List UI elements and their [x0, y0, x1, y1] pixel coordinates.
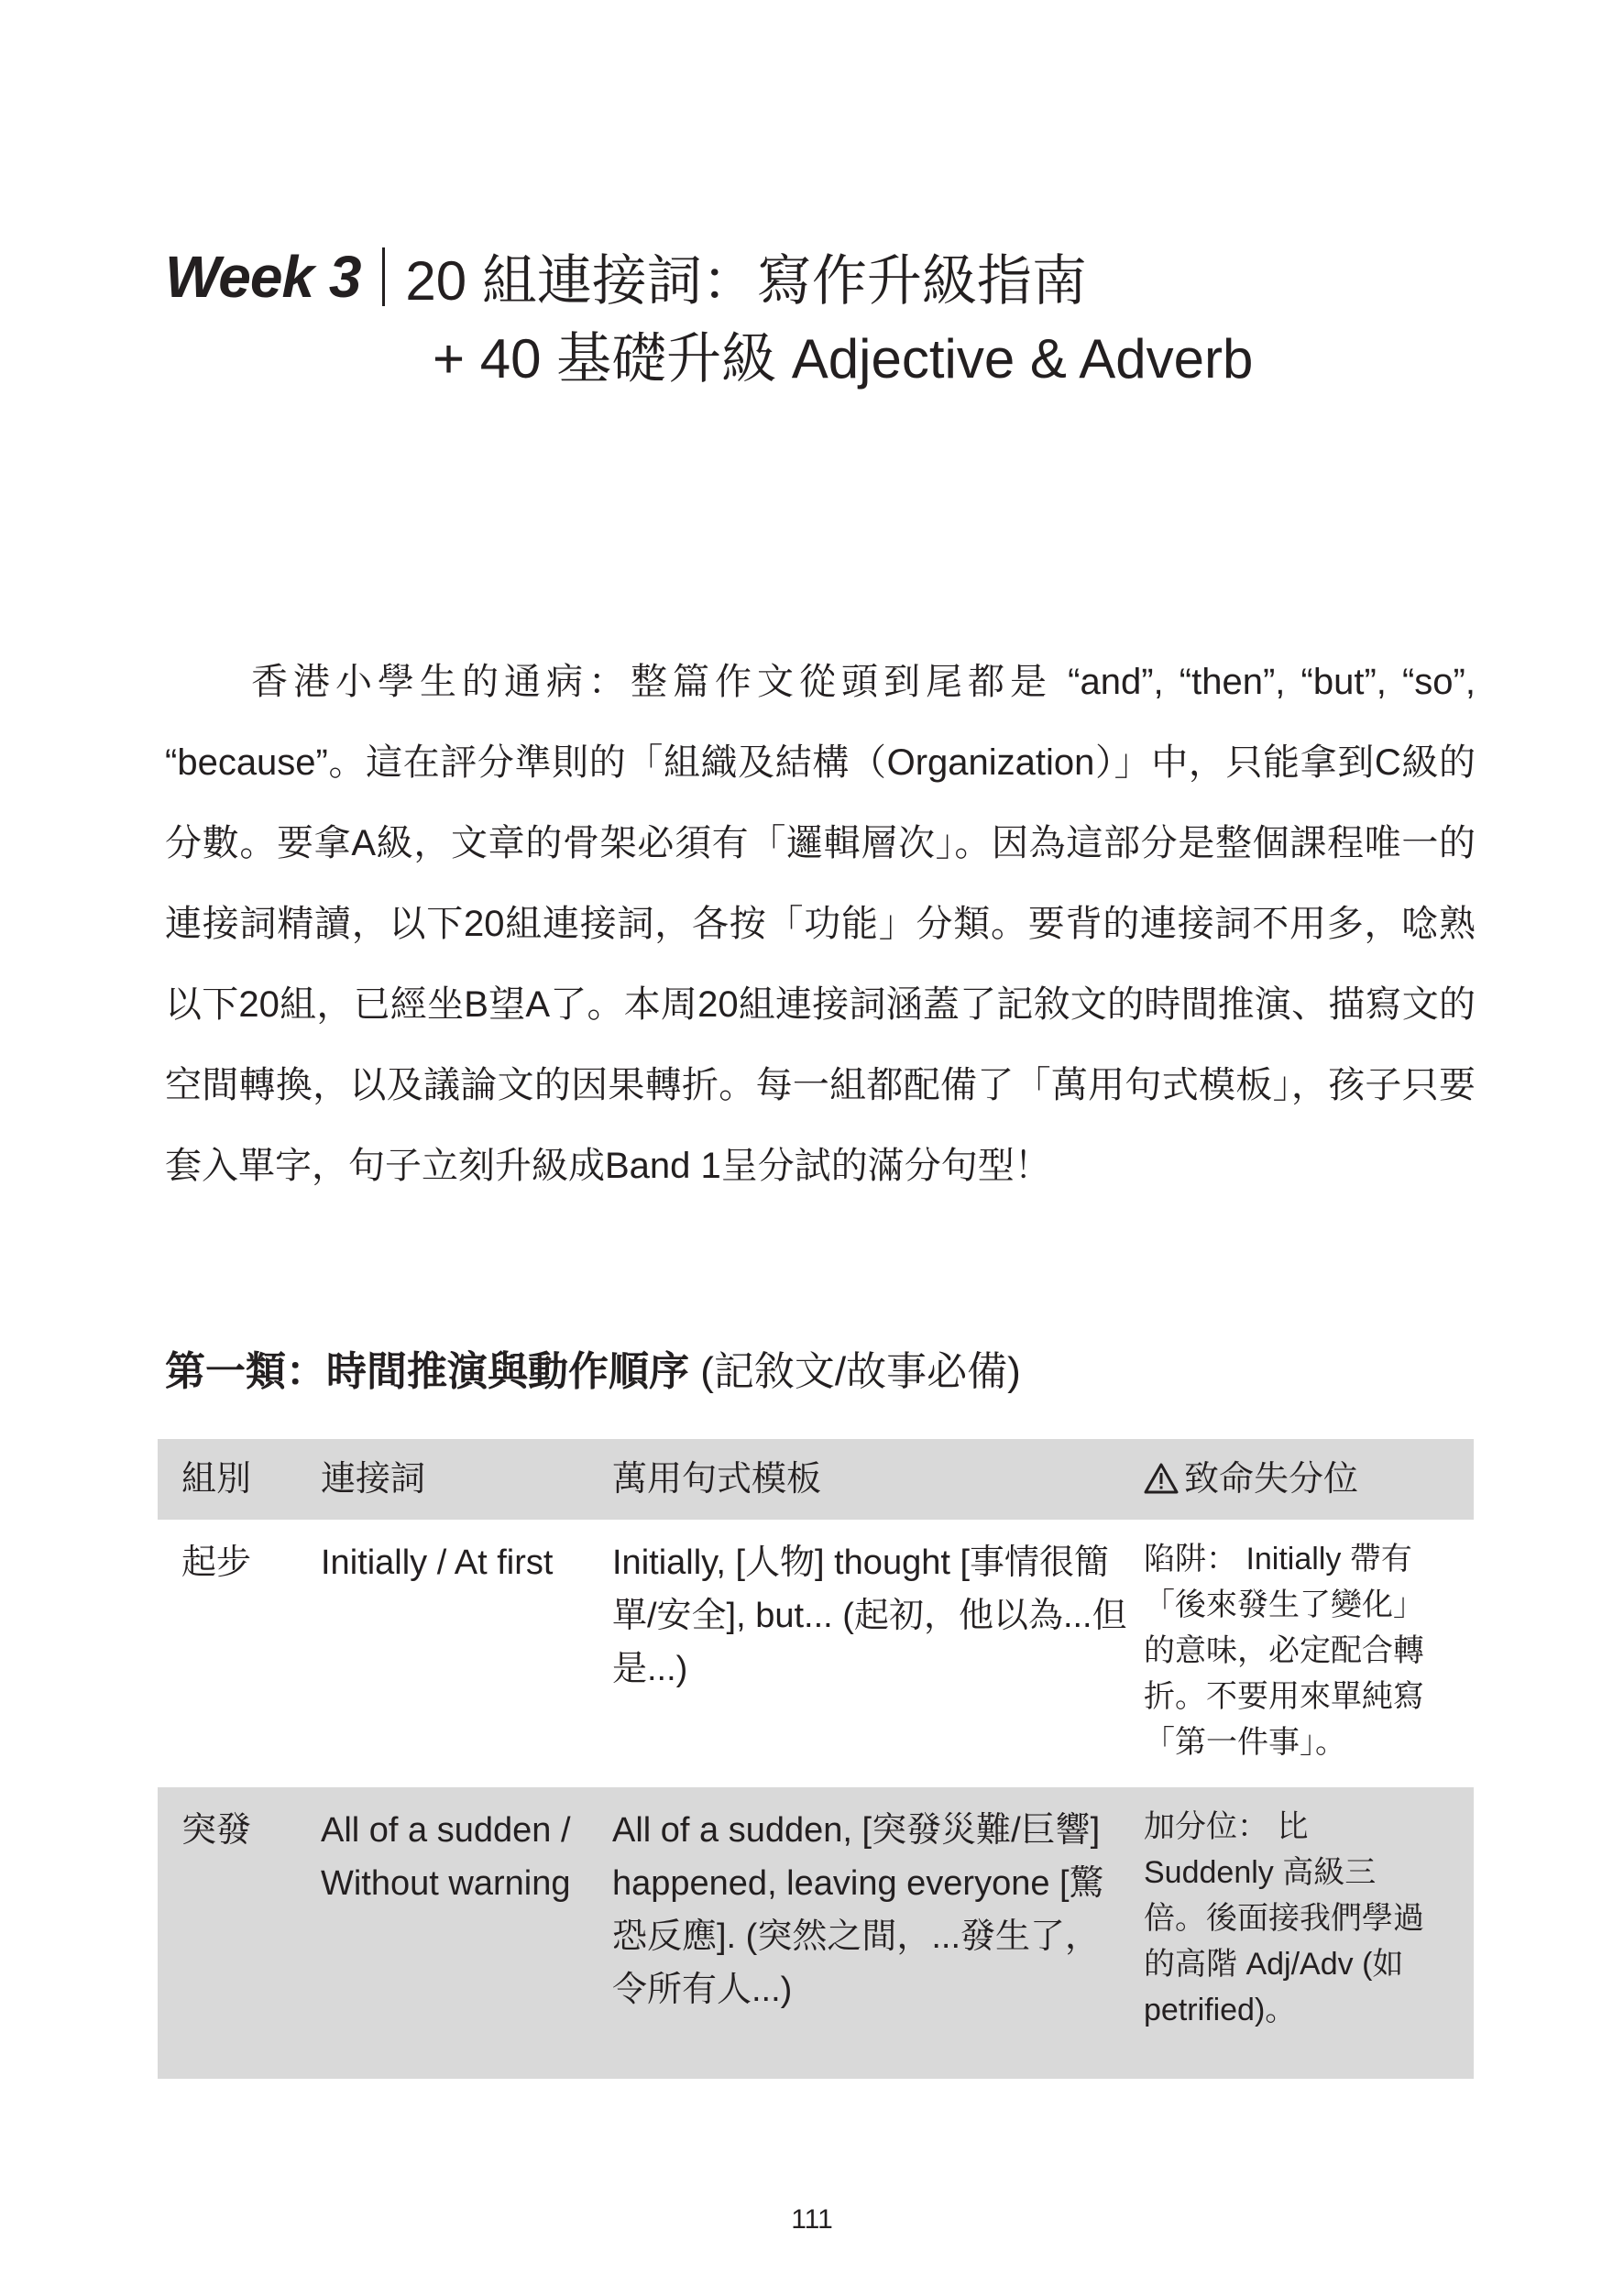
row-template: Initially, [人物] thought [事情很簡單/安全], but... (起初，他以為...但是...) [612, 1543, 1127, 1688]
title-subline: + 40 基礎升級 Adjective & Adverb [433, 328, 1254, 390]
row-note: 加分位： 比 Suddenly 高級三倍。後面接我們學過的高階 Adj/Adv (如 petrified)。 [1144, 1809, 1424, 2027]
week-label: Week 3 [165, 244, 361, 310]
row-connective: All of a sudden / Without warning [321, 1811, 571, 1903]
section-heading-note: (記敘文/故事必備) [700, 1349, 1021, 1394]
row-connective: Initially / At first [321, 1543, 554, 1582]
section-heading-title: 第一類：時間推演與動作順序 [165, 1349, 689, 1394]
row-group: 突發 [181, 1811, 252, 1850]
row-note: 陷阱： Initially 帶有「後來發生了變化」的意味，必定配合轉折。不要用來單純寫「第一件事」。 [1144, 1542, 1424, 1760]
connectives-table [158, 1439, 1474, 2079]
header-group: 組別 [181, 1460, 252, 1499]
intro-paragraph [165, 642, 1476, 1206]
title-divider [382, 247, 385, 306]
chapter-title [165, 240, 1087, 313]
table-header-row [158, 1439, 1474, 1520]
section-heading [165, 1340, 1021, 1404]
row-template: All of a sudden, [突發災難/巨響] happened, leaving everyone [驚恐反應]. (突然之間，...發生了，令所有人...) [612, 1811, 1104, 2009]
title-main: 20 組連接詞：寫作升級指南 [405, 250, 1087, 312]
table-row [158, 1520, 1474, 1787]
warning-triangle-icon [1144, 1463, 1179, 1494]
header-connective: 連接詞 [321, 1460, 426, 1499]
intro-text: 香港小學生的通病：整篇作文從頭到尾都是 “and”, “then”, “but”, “so”, “because”。這在評分準則的「組織及結構（Organization）」中，只能拿到C級的分數。要拿A級，文章的骨架必須有「邏輯層次」。因為這部分是整個課程唯一的連接詞精讀，以下20組連接詞，各按「功能」分類。要背的連接詞不用多，唸熟以下20組，已經坐B望A了。本周20組連接詞涵蓋了記敘文的時間推演、描寫文的空間轉換，以及議論文的因果轉折。每一組都配備了「萬用句式模板」，孩子只要套入單字，句子立刻升級成Band 1呈分試的滿分句型！ [165, 662, 1476, 1186]
header-template: 萬用句式模板 [612, 1460, 822, 1499]
page-number: 111 [791, 2204, 833, 2235]
row-group: 起步 [181, 1543, 252, 1582]
header-warning-label: 致命失分位 [1184, 1460, 1359, 1499]
header-warning [1131, 1453, 1474, 1506]
table-row [158, 1787, 1474, 2079]
